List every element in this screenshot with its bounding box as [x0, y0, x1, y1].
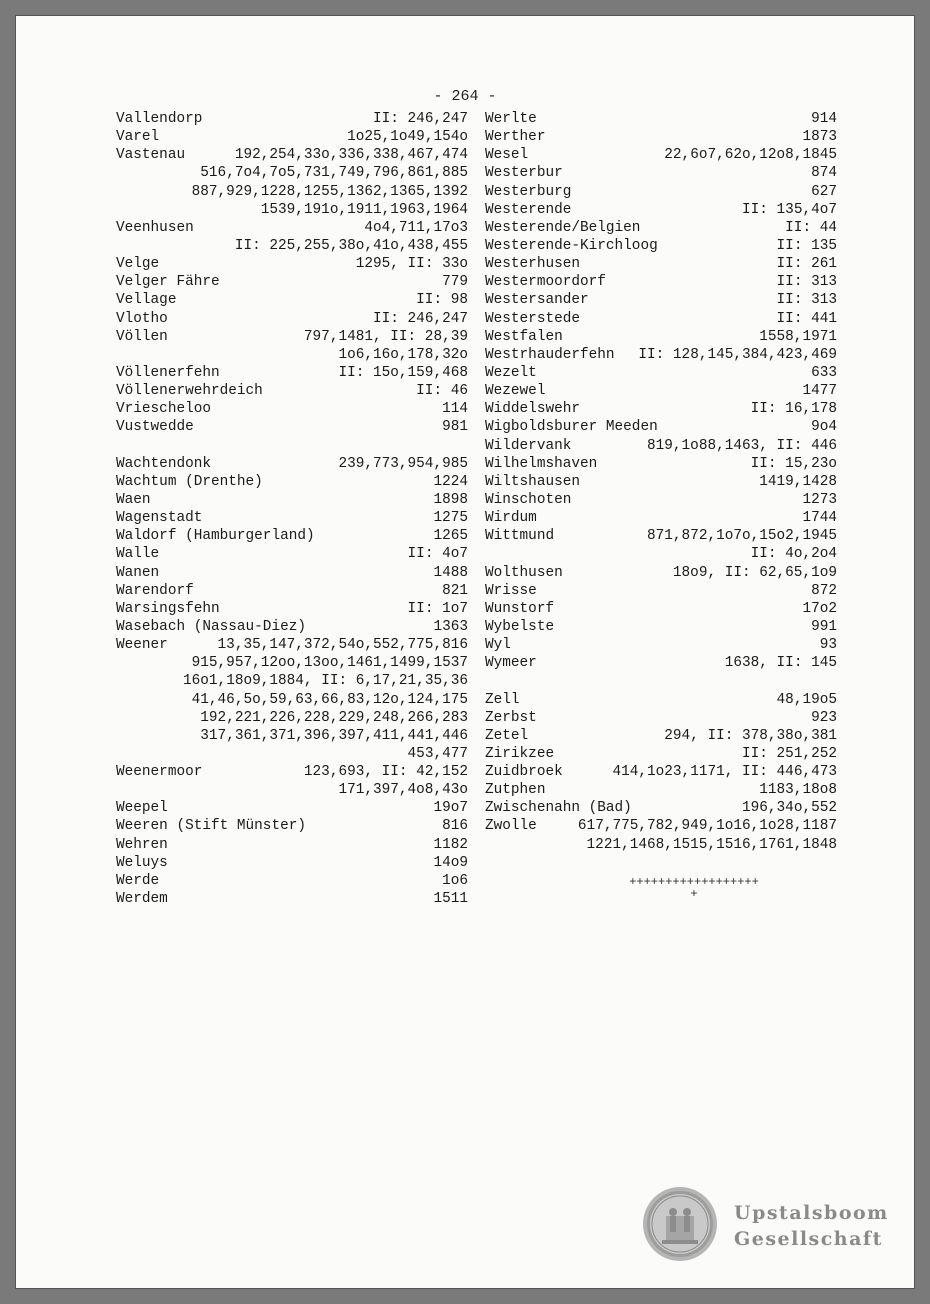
page-references: 1488: [433, 564, 468, 581]
index-entry: [485, 310, 837, 328]
publisher-name: [734, 1200, 889, 1252]
place-name: Wezewel: [485, 383, 546, 400]
page-references: 171,397,4o8,43o: [338, 782, 468, 799]
page-references: 874: [811, 165, 837, 182]
ornament-line: ++++++++++++++++++: [629, 875, 759, 889]
page-references: 317,361,371,396,397,411,441,446: [200, 727, 468, 744]
index-entry: [485, 564, 837, 582]
index-entry: [485, 491, 837, 509]
index-entry: [485, 164, 837, 182]
page-references: II: 135: [776, 237, 837, 254]
index-entry: [116, 110, 468, 128]
place-name: Westerhusen: [485, 256, 580, 273]
place-name: Vriescheloo: [116, 401, 211, 418]
place-name: Westersander: [485, 292, 589, 309]
index-entry: [116, 219, 468, 237]
place-name: Wagenstadt: [116, 510, 203, 527]
index-entry-continuation: [116, 727, 468, 745]
index-entry: [116, 600, 468, 618]
place-name: Wildervank: [485, 437, 572, 454]
document-page: [16, 16, 914, 1288]
index-entry: [116, 527, 468, 545]
place-name: Vellage: [116, 292, 177, 309]
index-entry: [485, 183, 837, 201]
place-name: Velger Fähre: [116, 274, 220, 291]
page-references: 516,7o4,7o5,731,749,796,861,885: [200, 165, 468, 182]
place-name: Westfalen: [485, 328, 563, 345]
index-entry-continuation: [116, 745, 468, 763]
index-entry: [485, 400, 837, 418]
place-name: Weepel: [116, 800, 168, 817]
place-name: Wrisse: [485, 582, 537, 599]
index-entry: [116, 310, 468, 328]
page-references: 192,221,226,228,229,248,266,283: [200, 709, 468, 726]
place-name: Wasebach (Nassau-Diez): [116, 618, 306, 635]
place-name: Veenhusen: [116, 219, 194, 236]
page-references: 1873: [802, 129, 837, 146]
page-references: 192,254,33o,336,338,467,474: [234, 147, 468, 164]
page-references: 17o2: [802, 600, 837, 617]
index-entry: [116, 618, 468, 636]
page-references: 13,35,147,372,54o,552,775,816: [217, 637, 468, 654]
page-references: 1182: [433, 836, 468, 853]
index-entry: [116, 455, 468, 473]
place-name: Weener: [116, 637, 168, 654]
page-references: 915,957,12oo,13oo,1461,1499,1537: [191, 655, 468, 672]
index-entry: [485, 291, 837, 309]
page-references: II: 1o7: [407, 600, 468, 617]
place-name: Zirikzee: [485, 745, 555, 762]
page-references: 1539,191o,1911,1963,1964: [260, 201, 468, 218]
page-number: - 264 -: [433, 88, 497, 105]
place-name: Westerende-Kirchloog: [485, 237, 658, 254]
page-references: 414,1o23,1171, II: 446,473: [612, 764, 837, 781]
place-name: Warsingsfehn: [116, 600, 220, 617]
page-references: 1183,18o8: [759, 782, 837, 799]
page-references: 123,693, II: 42,152: [303, 764, 468, 781]
place-name: Wittmund: [485, 528, 555, 545]
index-entry: [485, 745, 837, 763]
page-references: II: 98: [416, 292, 468, 309]
index-entry: [485, 219, 837, 237]
page-references: 1477: [802, 383, 837, 400]
index-entry: [485, 527, 837, 545]
place-name: Wybelste: [485, 618, 555, 635]
index-entry: [485, 455, 837, 473]
index-entry: [485, 709, 837, 727]
place-name: Widdelswehr: [485, 401, 580, 418]
page-references: 4o4,711,17o3: [364, 219, 468, 236]
index-entry: [485, 636, 837, 654]
index-entry-continuation: [116, 691, 468, 709]
page-references: 19o7: [433, 800, 468, 817]
index-entry: [116, 255, 468, 273]
place-name: Zell: [485, 691, 520, 708]
publisher-logo: [642, 1186, 898, 1264]
place-name: Winschoten: [485, 491, 572, 508]
index-entry: [485, 237, 837, 255]
page-references: 294, II: 378,38o,381: [664, 727, 837, 744]
page-references: 114: [442, 401, 468, 418]
place-name: Vallendorp: [116, 111, 203, 127]
page-references: 617,775,782,949,1o16,1o28,1187: [577, 818, 837, 835]
index-entry: [485, 654, 837, 672]
place-name: Westermoordorf: [485, 274, 606, 291]
index-entry: [116, 364, 468, 382]
index-entry-continuation: [485, 836, 837, 854]
page-references: 1744: [802, 510, 837, 527]
place-name: Wachtum (Drenthe): [116, 473, 263, 490]
index-entry: [116, 273, 468, 291]
place-name: Wesel: [485, 147, 529, 164]
index-entry: [485, 346, 837, 364]
place-name: Zetel: [485, 727, 529, 744]
page-references: 1295, II: 33o: [355, 256, 468, 273]
page-references: II: 44: [785, 219, 837, 236]
place-name: Wirdum: [485, 510, 537, 527]
place-name: Westerburg: [485, 183, 572, 200]
index-entry: [116, 799, 468, 817]
index-entry: [485, 255, 837, 273]
index-entry: [116, 382, 468, 400]
place-name: Vustwedde: [116, 419, 194, 436]
place-name: Walle: [116, 546, 160, 563]
seal-icon: [642, 1186, 718, 1262]
page-references: 1o6,16o,178,32o: [338, 346, 468, 363]
index-entry: [116, 582, 468, 600]
page-references: II: 16,178: [750, 401, 837, 418]
place-name: Westerstede: [485, 310, 580, 327]
place-name: Zuidbroek: [485, 764, 563, 781]
page-references: II: 135,4o7: [742, 201, 837, 218]
page-references: 14o9: [433, 854, 468, 871]
place-name: Wachtendonk: [116, 455, 211, 472]
index-entry: [116, 545, 468, 563]
place-name: Werde: [116, 872, 160, 889]
place-name: Völlenerfehn: [116, 364, 220, 381]
index-entry-continuation: [116, 346, 468, 364]
place-name: Weluys: [116, 854, 168, 871]
page-references: 93: [819, 637, 837, 654]
page-references: 887,929,1228,1255,1362,1365,1392: [191, 183, 468, 200]
place-name: Wilhelmshaven: [485, 455, 598, 472]
index-entry-continuation: [485, 545, 837, 563]
place-name: Westerende: [485, 201, 572, 218]
end-ornament: [626, 876, 762, 900]
page-references: II: 15o,159,468: [338, 364, 468, 381]
page-references: 819,1o88,1463, II: 446: [647, 437, 837, 454]
index-entry-continuation: [116, 781, 468, 799]
place-name: Werther: [485, 129, 546, 146]
index-entry: [116, 854, 468, 872]
index-entry: [116, 872, 468, 890]
index-entry-continuation: [116, 672, 468, 690]
page-references: 48,19o5: [776, 691, 837, 708]
index-entry-continuation: [116, 164, 468, 182]
place-name: Waen: [116, 491, 151, 508]
page-references: 1o25,1o49,154o: [347, 129, 468, 146]
index-entry: [485, 763, 837, 781]
page-references: 1638, II: 145: [724, 655, 837, 672]
blank-line: [485, 672, 837, 690]
page-references: 1o6: [442, 872, 468, 889]
place-name: Varel: [116, 129, 160, 146]
page-references: 1511: [433, 891, 468, 908]
index-entry: [485, 273, 837, 291]
index-entry: [485, 128, 837, 146]
index-entry: [116, 128, 468, 146]
place-name: Wymeer: [485, 655, 537, 672]
place-name: Westerbur: [485, 165, 563, 182]
index-entry: [116, 400, 468, 418]
index-entry: [116, 817, 468, 835]
page-references: 22,6o7,62o,12o8,1845: [664, 147, 837, 164]
page-references: II: 4o,2o4: [750, 546, 837, 563]
place-name: Völlen: [116, 328, 168, 345]
page-references: 16o1,18o9,1884, II: 6,17,21,35,36: [183, 673, 468, 690]
place-name: Westrhauderfehn: [485, 346, 615, 363]
page-references: II: 15,23o: [750, 455, 837, 472]
page-references: II: 313: [776, 292, 837, 309]
page-references: 779: [442, 274, 468, 291]
index-entry: [485, 781, 837, 799]
page-references: 633: [811, 364, 837, 381]
place-name: Zwischenahn (Bad): [485, 800, 632, 817]
place-name: Waldorf (Hamburgerland): [116, 528, 315, 545]
page-references: 923: [811, 709, 837, 726]
index-entry-continuation: [116, 201, 468, 219]
page-references: 239,773,954,985: [338, 455, 468, 472]
index-entry: [485, 600, 837, 618]
page-references: 1275: [433, 510, 468, 527]
page-references: II: 4o7: [407, 546, 468, 563]
index-entry: [116, 564, 468, 582]
page-references: II: 251,252: [742, 745, 837, 762]
index-entry-continuation: [116, 654, 468, 672]
page-references: II: 246,247: [373, 111, 468, 127]
publisher-name-line1: Upstalsboom: [734, 1202, 889, 1224]
index-entry: [116, 836, 468, 854]
page-references: 1273: [802, 491, 837, 508]
index-entry: [485, 364, 837, 382]
blank-line: [116, 437, 468, 455]
place-name: Wolthusen: [485, 564, 563, 581]
page-references: 872: [811, 582, 837, 599]
place-name: Wigboldsburer Meeden: [485, 419, 658, 436]
index-entry: [485, 799, 837, 817]
page-references: 797,1481, II: 28,39: [303, 328, 468, 345]
place-name: Werlte: [485, 111, 537, 127]
index-entry: [485, 110, 837, 128]
index-entry: [485, 437, 837, 455]
page-references: 871,872,1o7o,15o2,1945: [647, 528, 837, 545]
place-name: Wunstorf: [485, 600, 555, 617]
index-entry: [116, 763, 468, 781]
place-name: Wezelt: [485, 364, 537, 381]
page-references: 914: [811, 111, 837, 127]
place-name: Vlotho: [116, 310, 168, 327]
page-references: 821: [442, 582, 468, 599]
place-name: Wiltshausen: [485, 473, 580, 490]
page-references: 816: [442, 818, 468, 835]
page-references: 627: [811, 183, 837, 200]
ornament-cross: +: [690, 887, 698, 901]
page-references: II: 441: [776, 310, 837, 327]
index-entry: [116, 328, 468, 346]
page-references: 453,477: [407, 745, 468, 762]
index-entry: [116, 491, 468, 509]
index-entry: [116, 146, 468, 164]
place-name: Zutphen: [485, 782, 546, 799]
place-name: Wyl: [485, 637, 511, 654]
page-references: II: 261: [776, 256, 837, 273]
index-entry: [116, 291, 468, 309]
place-name: Vastenau: [116, 147, 186, 164]
page-references: II: 225,255,38o,41o,438,455: [234, 237, 468, 254]
page-references: 1898: [433, 491, 468, 508]
index-entry: [485, 582, 837, 600]
publisher-name-line2: Gesellschaft: [734, 1228, 883, 1250]
page-references: 9o4: [811, 419, 837, 436]
place-name: Weenermoor: [116, 764, 203, 781]
index-entry-continuation: [116, 183, 468, 201]
page-references: 1363: [433, 618, 468, 635]
place-name: Zwolle: [485, 818, 537, 835]
place-name: Werdem: [116, 891, 168, 908]
place-name: Warendorf: [116, 582, 194, 599]
page-references: II: 246,247: [373, 310, 468, 327]
index-entry: [485, 418, 837, 436]
index-entry: [485, 382, 837, 400]
index-entry: [485, 509, 837, 527]
index-entry: [116, 636, 468, 654]
place-name: Weeren (Stift Münster): [116, 818, 306, 835]
page-references: 18o9, II: 62,65,1o9: [672, 564, 837, 581]
place-name: Zerbst: [485, 709, 537, 726]
page-references: II: 46: [416, 383, 468, 400]
place-name: Westerende/Belgien: [485, 219, 641, 236]
right-index-column: [485, 110, 837, 854]
place-name: Wanen: [116, 564, 160, 581]
index-entry-continuation: [116, 709, 468, 727]
page-references: II: 128,145,384,423,469: [638, 346, 837, 363]
index-entry: [116, 509, 468, 527]
page-references: 1224: [433, 473, 468, 490]
index-entry: [485, 618, 837, 636]
index-entry: [485, 727, 837, 745]
page-references: 1265: [433, 528, 468, 545]
index-entry: [485, 146, 837, 164]
place-name: Völlenerwehrdeich: [116, 383, 263, 400]
index-entry: [116, 418, 468, 436]
page-references: 981: [442, 419, 468, 436]
index-entry: [485, 473, 837, 491]
place-name: Wehren: [116, 836, 168, 853]
page-references: 1221,1468,1515,1516,1761,1848: [586, 836, 837, 853]
page-references: 196,34o,552: [742, 800, 837, 817]
page-references: 991: [811, 618, 837, 635]
index-entry: [116, 890, 468, 908]
index-entry: [485, 201, 837, 219]
index-entry: [485, 691, 837, 709]
index-entry: [116, 473, 468, 491]
index-entry-continuation: [116, 237, 468, 255]
index-entry: [485, 328, 837, 346]
page-references: 1419,1428: [759, 473, 837, 490]
page-references: 1558,1971: [759, 328, 837, 345]
page-references: II: 313: [776, 274, 837, 291]
page-references: 41,46,5o,59,63,66,83,12o,124,175: [191, 691, 468, 708]
index-entry: [485, 817, 837, 835]
place-name: Velge: [116, 256, 160, 273]
left-index-column: [116, 110, 468, 908]
